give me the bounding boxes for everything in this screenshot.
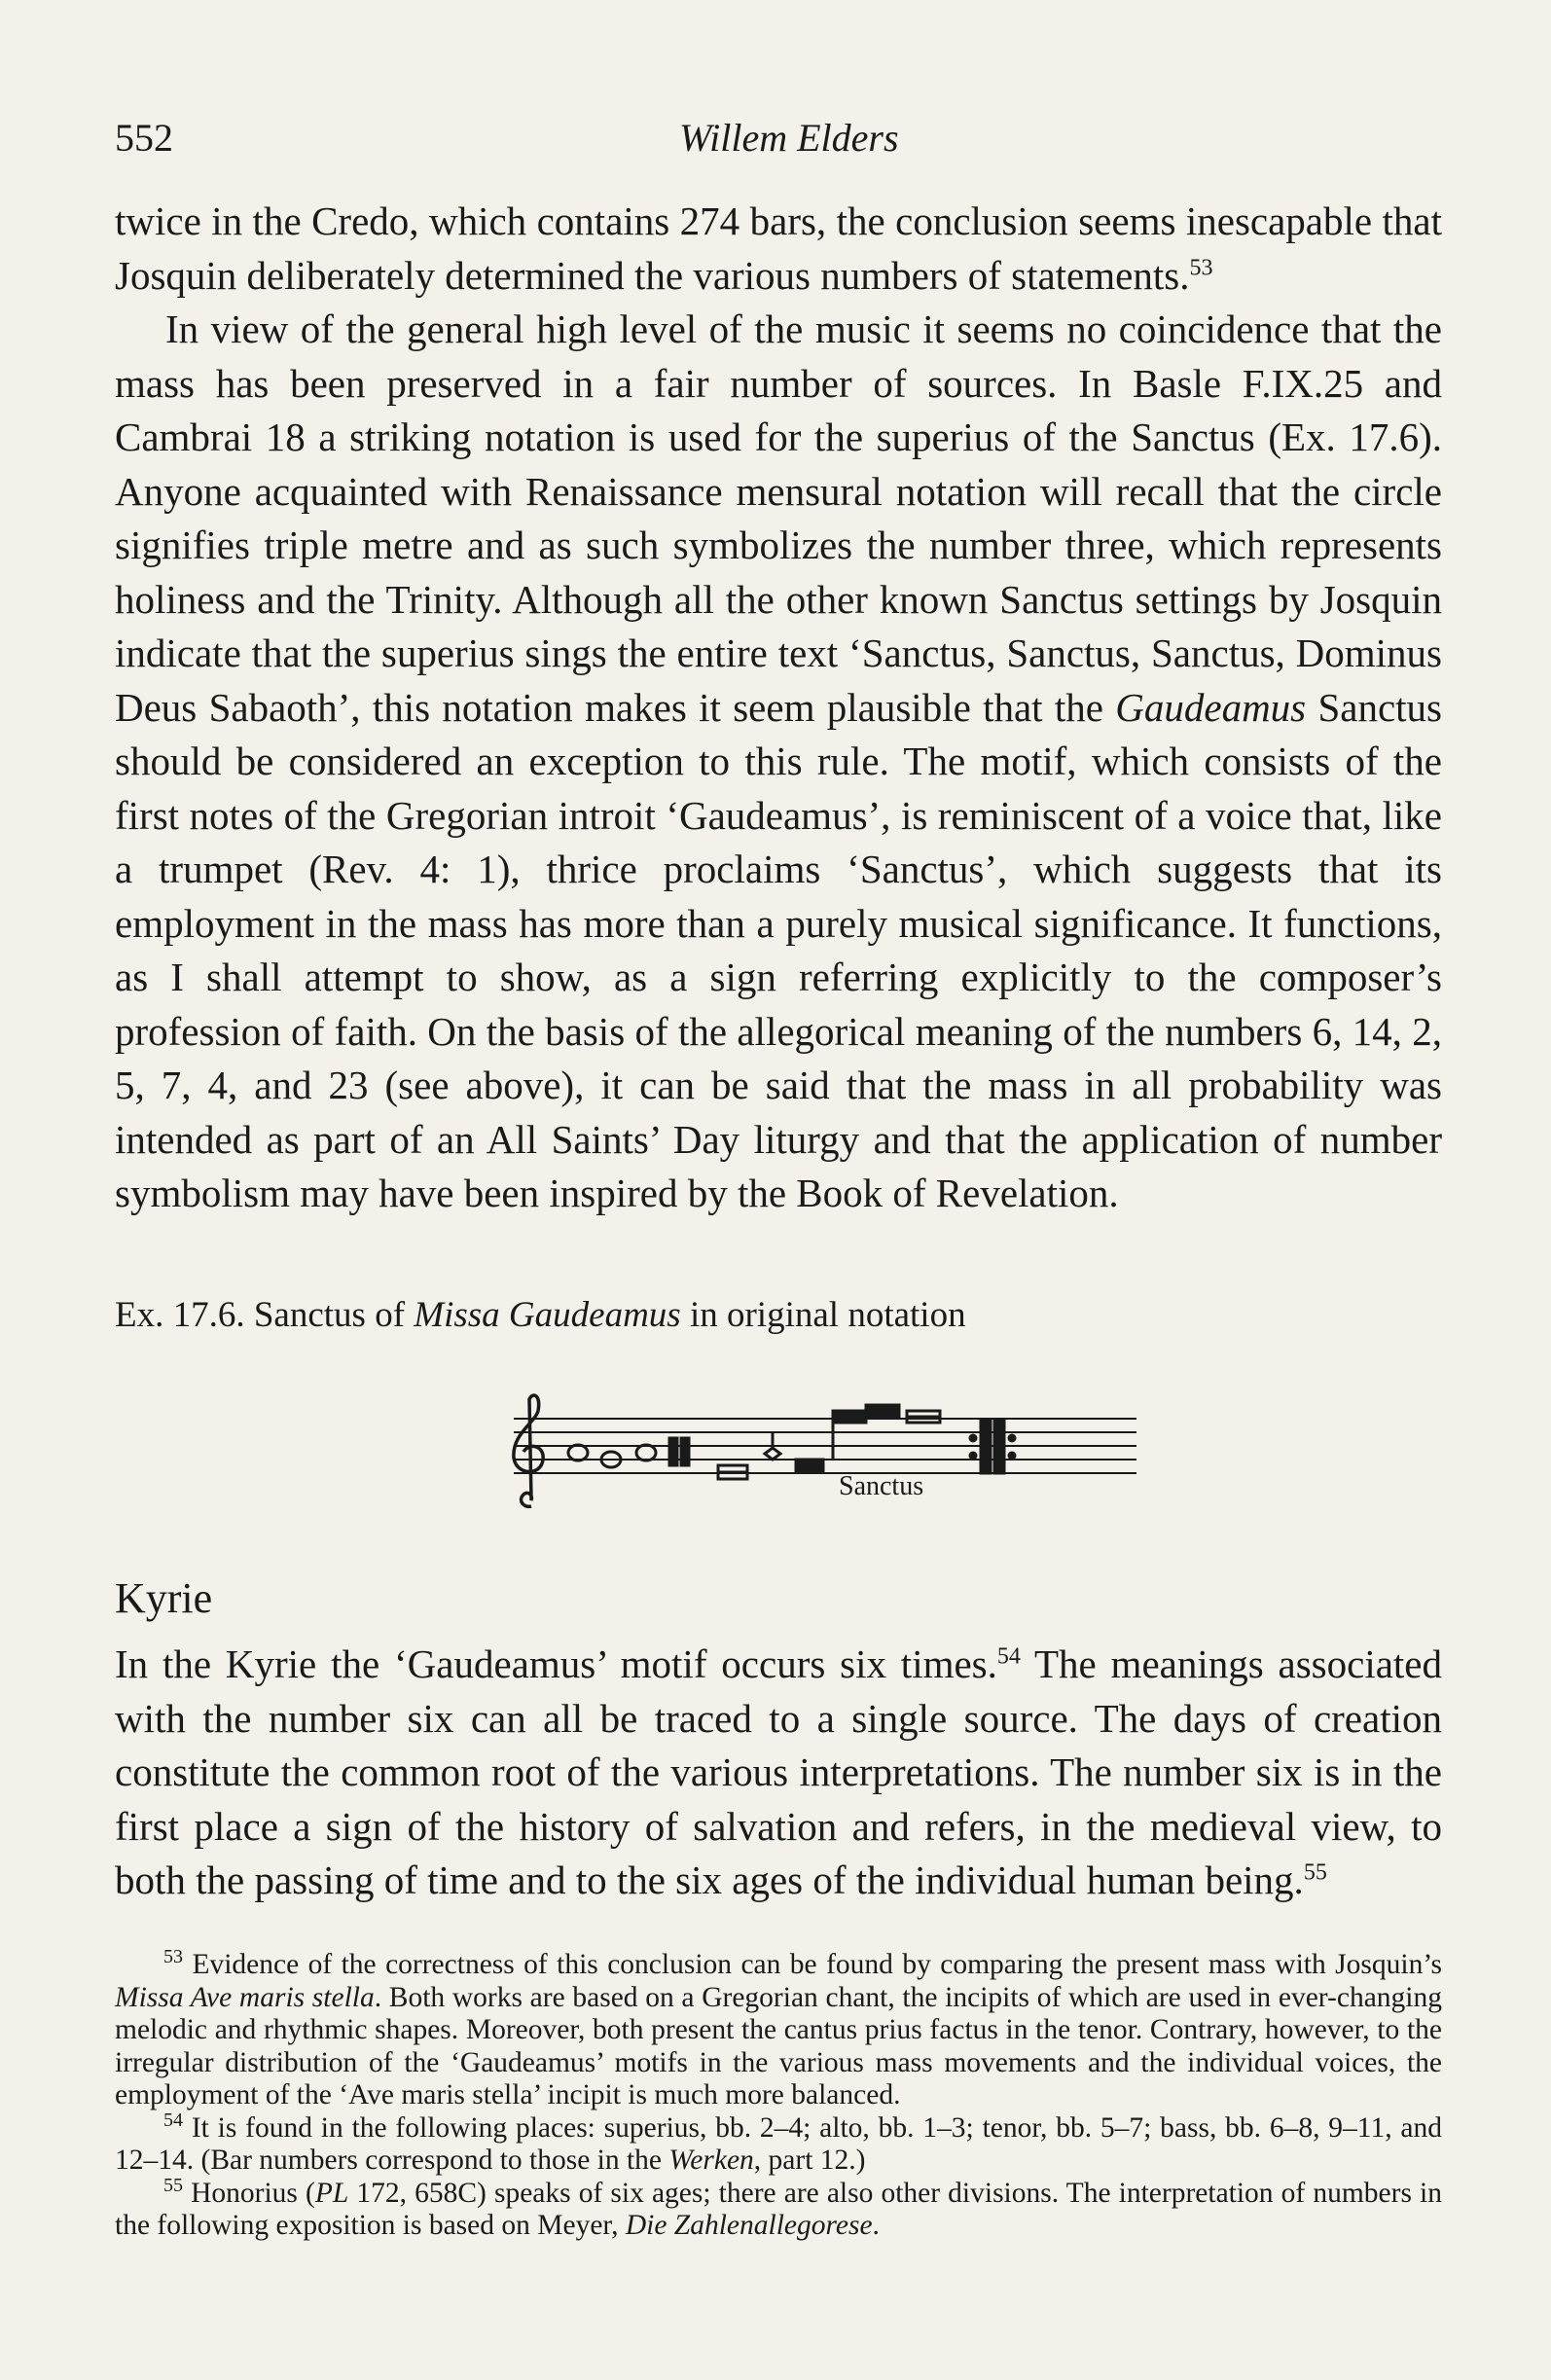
footnote-text: It is found in the following places: superius, bb. 2–4; alto, bb. 1–3; tenor, bb. 5–7; bass, bb. 6–8, 9–11, and 12–14. (Bar numbers correspond to those in the Werken, part 12.): [115, 2111, 1442, 2176]
section-heading: Kyrie: [115, 1574, 213, 1622]
body-text-bottom: [115, 1638, 1442, 1908]
footnote-54: [115, 2109, 1442, 2178]
black-breve: [796, 1460, 823, 1471]
final-bar: [994, 1421, 1004, 1473]
paragraph-1: twice in the Credo, which contains 274 bars, the conclusion seems inescapable that Josquin deliberately determined the various numbers of statements.$^{53}$: [115, 198, 1442, 298]
paragraph-2: In view of the general high level of the music it seems no coincidence that the mass has been preserved in a fair number of sources. In Basle F.IX.25 and Cambrai 18 a striking notation is used for the superius of the Sanctus (Ex. 17.6). Anyone acquainted with Renaissance mensural notation will recall that the circle signifies triple metre and as such symbolizes the number three, which represents holiness and the Trinity. Although all the other known Sanctus settings by Josquin indicate that the superius sings the entire text ‘Sanctus, Sanctus, Sanctus, Dominus Deus Sabaoth’, this notation makes it seem plausible that the Gaudeamus Sanctus should be considered an exception to this rule. The motif, which consists of the first notes of the Gregorian introit ‘Gaudeamus’, is reminiscent of a voice that, like a trumpet (Rev. 4: 1), thrice proclaims ‘Sanctus’, which suggests that its employment in the mass has more than a purely musical significance. It functions, as I shall attempt to show, as a sign referring explicitly to the composer’s profession of faith. On the basis of the allegorical meaning of the numbers 6, 14, 2, 5, 7, 4, and 23 (see above), it can be said that the mass in all probability was intended as part of an All Saints’ Day liturgy and that the application of number symbolism may have been inspired by the Book of Revelation.: [115, 307, 1442, 1215]
footnote-ref: 55: [1303, 1859, 1327, 1886]
breve-note: [681, 1438, 689, 1465]
italic-text: Werken: [668, 2145, 754, 2176]
treble-clef-icon: [514, 1395, 543, 1506]
paragraph-3: In the Kyrie the ‘Gaudeamus’ motif occurs six times.$^{54}$ The meanings associated with the number six can all be traced to a single source. The days of creation constitute the common root of the various interpretations. The number six is in the first place a sign of the history of salvation and refers, in the medieval view, to both the passing of time and to the six ages of the individual human being.$^{55}$: [115, 1641, 1442, 1902]
final-bar: [981, 1421, 991, 1473]
breve-note: [669, 1438, 677, 1465]
italic-text: Gaudeamus: [1115, 684, 1307, 730]
semibreve-note: [568, 1445, 588, 1460]
minim-note: [765, 1448, 780, 1460]
staff-lines: [514, 1419, 1136, 1473]
footnote-ref: 54: [996, 1643, 1021, 1670]
footnote-number: 53: [163, 1946, 183, 1968]
example-caption: Ex. 17.6. Sanctus of Missa Gaudeamus in original notation: [115, 1295, 966, 1335]
footnote-55: [115, 2174, 1442, 2243]
running-head: Willem Elders: [679, 116, 899, 160]
black-breve: [866, 1405, 899, 1417]
italic-text: PL: [314, 2177, 349, 2209]
page-header: [115, 115, 1442, 173]
page-number: 552: [115, 116, 173, 160]
body-text-top: [115, 195, 1442, 1221]
footnote-text: Evidence of the correctness of this conclusion can be found by comparing the present mass with Josquin’s Missa Ave maris stella. Both works are based on a Gregorian chant, the incipits of which are used in ever-changing melodic and rhythmic shapes. Moreover, both present the cantus prius factus in the tenor. Contrary, however, to the irregular distribution of the ‘Gaudeamus’ motifs in the various mass movements and the individual voices, the employment of the ‘Ave maris stella’ incipit is much more balanced.: [115, 1949, 1443, 2110]
footnote-53: [115, 1946, 1443, 2112]
footnote-ref: 53: [1189, 254, 1213, 280]
music-text-label: Sanctus: [839, 1471, 924, 1501]
footnote-text: Honorius (PL 172, 658C) speaks of six ages; there are also other divisions. The interpretation of numbers in the following exposition is based on Meyer, Die Zahlenallegorese.: [115, 2177, 1442, 2241]
semibreve-note: [636, 1445, 656, 1460]
music-example: [485, 1382, 1146, 1518]
black-breve: [833, 1411, 866, 1423]
notes: [568, 1405, 1015, 1479]
footnote-number: 55: [163, 2174, 183, 2196]
italic-text: Missa Gaudeamus: [414, 1295, 681, 1335]
italic-text: Missa Ave maris stella: [115, 1981, 375, 2013]
italic-text: Die Zahlenallegorese: [625, 2210, 873, 2241]
footnote-number: 54: [163, 2109, 183, 2131]
footnotes: [115, 1946, 1443, 2243]
